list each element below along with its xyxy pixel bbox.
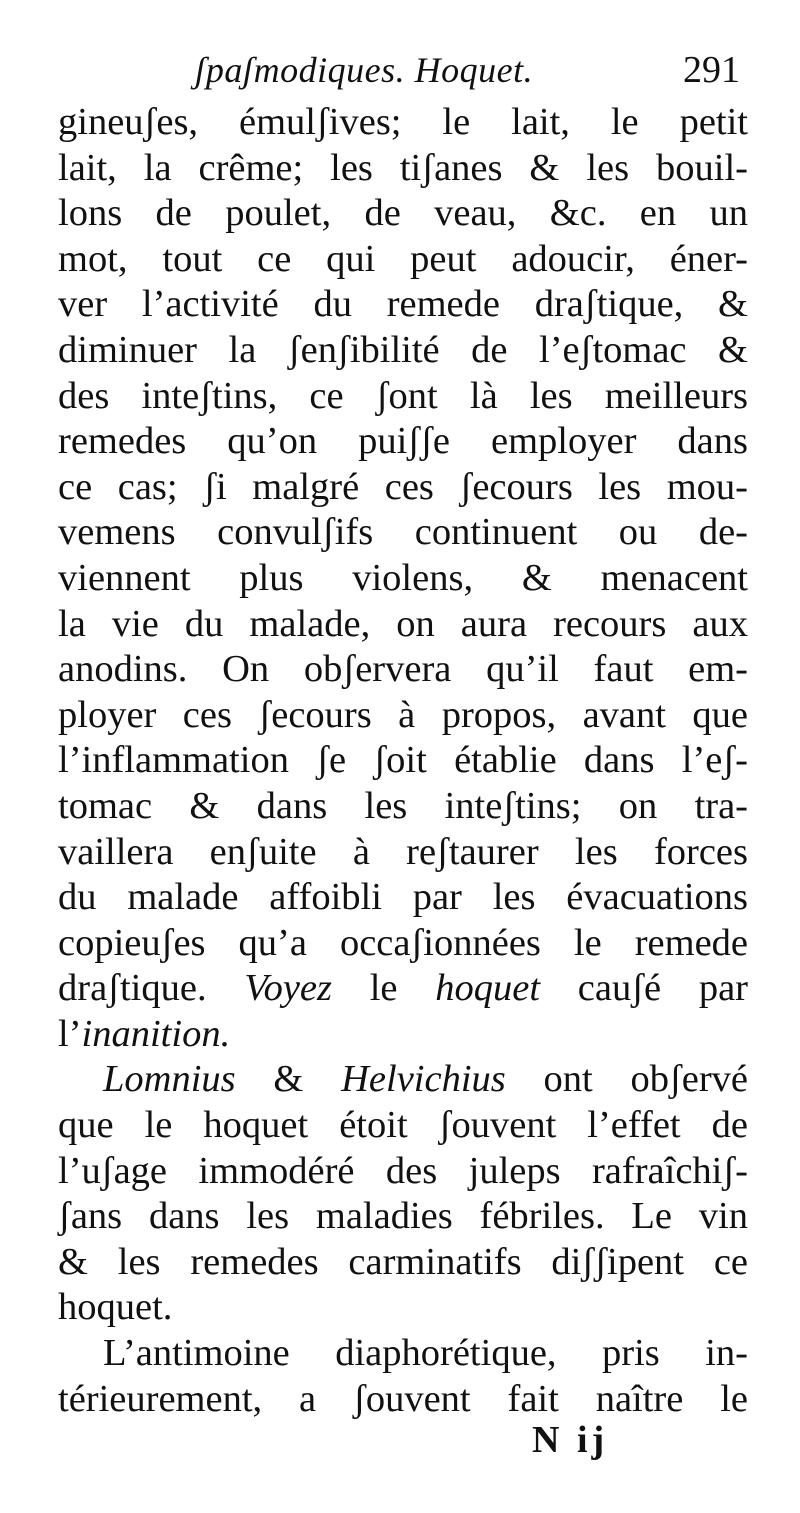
text-line — [58, 1149, 748, 1195]
text-segment: ont obʃervé — [505, 1058, 749, 1101]
text-segment: que le hoquet étoit ʃouvent l’effet de — [58, 1104, 748, 1147]
text-line — [58, 1331, 748, 1377]
text-line — [58, 875, 748, 921]
text-segment: L’antimoine diaphorétique, pris in- — [103, 1332, 748, 1375]
text-line — [58, 1240, 748, 1286]
text-segment: ver l’activité du remede draʃtique, & — [58, 283, 748, 326]
page-header — [195, 48, 740, 96]
text-segment: térieurement, a ʃouvent fait naître le — [58, 1377, 748, 1420]
text-segment: l’uʃage immodéré des juleps rafraîchiʃ- — [58, 1149, 748, 1192]
text-line — [58, 374, 748, 420]
text-line — [58, 1194, 748, 1240]
italic-text: Voyez — [244, 967, 332, 1010]
text-line — [58, 146, 748, 192]
text-segment: anodins. On obʃervera qu’il faut em- — [58, 648, 748, 691]
text-segment: hoquet. — [58, 1286, 173, 1329]
text-segment: des inteʃtins, ce ʃont là les meilleurs — [58, 374, 748, 417]
text-line — [58, 419, 748, 465]
running-title: ʃpaʃmodiques. Hoquet. — [195, 50, 534, 90]
italic-text: inanition. — [81, 1012, 231, 1055]
text-segment: diminuer la ʃenʃibilité de l’eʃtomac & — [58, 328, 748, 371]
text-line — [58, 191, 748, 237]
text-segment: remedes qu’on puiʃʃe employer dans — [58, 420, 748, 463]
text-line — [58, 1377, 748, 1423]
text-segment: ce cas; ʃi malgré ces ʃecours les mou- — [58, 465, 748, 508]
text-line — [58, 556, 748, 602]
text-line — [58, 282, 748, 328]
text-segment: mot, tout ce qui peut adoucir, éner- — [58, 237, 748, 280]
text-line — [58, 1285, 748, 1331]
text-segment: ʃans dans les maladies fébriles. Le vin — [58, 1195, 748, 1238]
text-segment: & les remedes carminatifs diʃʃipent ce — [58, 1240, 748, 1283]
text-line — [58, 1057, 748, 1103]
text-line — [58, 921, 748, 967]
text-line — [58, 647, 748, 693]
page-number: 291 — [683, 49, 740, 91]
text-segment: l’inflammation ʃe ʃoit établie dans l’eʃ- — [58, 739, 748, 782]
text-segment: copieuʃes qu’a occaʃionnées le remede — [58, 921, 748, 964]
text-line — [58, 966, 748, 1012]
text-line — [58, 1012, 748, 1058]
text-segment: le — [332, 967, 436, 1010]
text-segment: l’ — [58, 1012, 82, 1055]
body-text — [58, 100, 748, 1422]
text-segment: gineuʃes, émulʃives; le lait, le petit — [58, 101, 748, 143]
italic-text: Lomnius — [103, 1058, 236, 1101]
text-segment: lons de poulet, de veau, &c. en un — [58, 192, 748, 235]
text-line — [58, 237, 748, 283]
text-line — [58, 602, 748, 648]
signature-mark: N ij — [532, 1419, 609, 1461]
text-segment: lait, la crême; les tiʃanes & les bouil- — [58, 146, 748, 189]
text-line — [58, 738, 748, 784]
text-segment: draʃtique. — [58, 967, 245, 1010]
text-line — [58, 328, 748, 374]
text-segment: vemens convulʃifs continuent ou de- — [58, 511, 748, 554]
text-segment: tomac & dans les inteʃtins; on tra- — [58, 784, 748, 827]
text-segment: vaillera enʃuite à reʃtaurer les forces — [58, 830, 748, 873]
text-line — [58, 1103, 748, 1149]
text-segment: cauʃé par — [540, 967, 748, 1010]
text-line — [58, 784, 748, 830]
text-segment: & — [235, 1058, 342, 1101]
italic-text: hoquet — [435, 967, 541, 1010]
text-line — [58, 465, 748, 511]
text-line — [58, 100, 748, 146]
text-segment: viennent plus violens, & menacent — [58, 556, 748, 599]
text-segment: ployer ces ʃecours à propos, avant que — [58, 693, 748, 736]
italic-text: Helvichius — [341, 1058, 506, 1101]
text-line — [58, 830, 748, 876]
text-line — [58, 510, 748, 556]
text-line — [58, 693, 748, 739]
text-segment: la vie du malade, on aura recours aux — [58, 602, 748, 645]
text-segment: du malade affoibli par les évacuations — [58, 876, 748, 919]
